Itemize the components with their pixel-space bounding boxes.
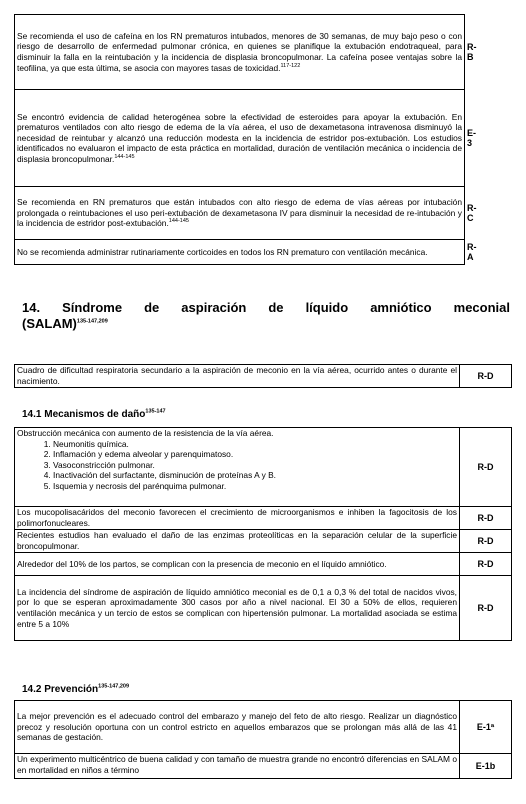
table-row xyxy=(15,428,512,507)
evidence-text: Recientes estudios han evaluado el daño de las enzimas proteolíticas en la separación celular de la superficie broncopulmonar. xyxy=(15,530,460,553)
evidence-level: R-D xyxy=(460,428,512,507)
table-row: No se recomienda administrar rutinariamente corticoides en todos los RN prematuro con ventilación mecánica. R-A xyxy=(15,240,465,265)
evidence-level: E-1b xyxy=(460,754,512,779)
table-row xyxy=(15,553,512,576)
section-heading: 14. Síndrome de aspiración de líquido amniótico meconial xyxy=(22,300,510,315)
evidence-level: R-D xyxy=(460,365,512,388)
table-row xyxy=(15,530,512,553)
evidence-text: Se recomienda en RN prematuros que están intubados con alto riesgo de edema de vías aéreas por intubación prolongada o reintubaciones el uso peri-extubación de dexametasona IV para disminuir la necesidad de re-intubación y la incidencia de estridor post-extubación.$^{144-145}$ xyxy=(15,187,465,240)
evidence-text: La mejor prevención es el adecuado control del embarazo y manejo del feto de alto riesgo. Realizar un diagnóstico precoz y resolución oportuna con un control estricto en aquellos embarazos que se prolongan más allá de las 41 semanas de gestación. xyxy=(15,701,460,754)
evidence-table-extubation xyxy=(14,14,477,265)
subsection-heading: 14.2 Prevención$^{135-147,209}$ xyxy=(22,683,130,695)
evidence-text: No se recomienda administrar rutinariamente corticoides en todos los RN prematuro con ventilación mecánica. xyxy=(15,240,465,265)
list-item: 3. Vasoconstricción pulmonar. xyxy=(53,460,457,471)
prevention-table xyxy=(14,700,512,779)
section-heading-line2: (SALAM)$^{135-147,209}$ xyxy=(22,316,108,331)
evidence-text: Un experimento multicéntrico de buena calidad y con tamaño de muestra grande no encontró diferencias en SALAM o en mortalidad en niños a término xyxy=(15,754,460,779)
table-row: Se recomienda en RN prematuros que están intubados con alto riesgo de edema de vías aéreas por intubación prolongada o reintubaciones el uso peri-extubación de dexametasona IV para disminuir la necesidad de re-intubación y la incidencia de estridor post-extubación.$^{144-145}$ R-C xyxy=(15,187,465,240)
evidence-level: R-D xyxy=(460,530,512,553)
table-row xyxy=(15,507,512,530)
evidence-text: Se recomienda el uso de cafeína en los RN prematuros intubados, menores de 30 semanas, de muy bajo peso o con riesgo de desarrollo de enfermedad pulmonar crónica, en quienes se planifique la extubación endotraqueal, para disminuir la falla en la reintubación y la incidencia de displasia broncopulmonar. La cafeína posee ventajas sobre la teofilina, ya que esta última, se asocia con mayores tasas de toxicidad.$^{117-122}$ xyxy=(15,15,465,90)
table-row: Se encontró evidencia de calidad heterogénea sobre la efectividad de esteroides para apoyar la extubación. En prematuros ventilados con alto riesgo de edema de la vía aérea, el uso de dexametasona intravenosa disminuyó la necesidad de reintubar y alcanzó una reducción modesta en la incidencia de estridor pos-extubación. Los estudios identificados no evaluaron el impacto de esta práctica en mortalidad, duración de ventilación mecánica o incidencia de displasia broncopulmonar.$^{144-145}$ E-3 xyxy=(15,90,465,187)
evidence-text: La incidencia del síndrome de aspiración de líquido amniótico meconial es de 0,1 a 0,3 % del total de nacidos vivos, por lo que se esperan aproximadamente 300 casos por año a nivel nacional. El 30 a 50% de ellos, requieren ventilación mecánica y un tercio de estos se complican con hipertensión pulmonar. La mortalidad asociada se estima entre 5 a 10% xyxy=(15,576,460,641)
mechanisms-list-cell xyxy=(15,428,460,507)
evidence-level: R-D xyxy=(460,553,512,576)
definition-text: Cuadro de dificultad respiratoria secundario a la aspiración de meconio en la vía aérea, ocurrido antes o durante el nacimiento. xyxy=(15,365,460,388)
table-row xyxy=(15,754,512,779)
list-item: 4. Inactivación del surfactante, disminución de proteínas A y B. xyxy=(53,470,457,481)
evidence-text: Se encontró evidencia de calidad heterogénea sobre la efectividad de esteroides para apoyar la extubación. En prematuros ventilados con alto riesgo de edema de la vía aérea, el uso de dexametasona intravenosa disminuyó la necesidad de reintubar y alcanzó una reducción modesta en la incidencia de estridor pos-extubación. Los estudios identificados no evaluaron el impacto de esta práctica en mortalidad, duración de ventilación mecánica o incidencia de displasia broncopulmonar.$^{144-145}$ xyxy=(15,90,465,187)
definition-table xyxy=(14,364,512,388)
table-row xyxy=(15,576,512,641)
table-row: Se recomienda el uso de cafeína en los RN prematuros intubados, menores de 30 semanas, de muy bajo peso o con riesgo de desarrollo de enfermedad pulmonar crónica, en quienes se planifique la extubación endotraqueal, para disminuir la falla en la reintubación y la incidencia de displasia broncopulmonar. La cafeína posee ventajas sobre la teofilina, ya que esta última, se asocia con mayores tasas de toxicidad.$^{117-122}$ R-B xyxy=(15,15,465,90)
mechanisms-intro: Obstrucción mecánica con aumento de la resistencia de la vía aérea. xyxy=(17,428,274,438)
list-item: 5. Isquemia y necrosis del parénquima pulmonar. xyxy=(53,481,457,492)
mechanisms-table xyxy=(14,427,512,641)
evidence-level: R-D xyxy=(460,576,512,641)
evidence-text: Los mucopolisacáridos del meconio favorecen el crecimiento de microorganismos e inhiben la fagocitosis de los polimorfonucleares. xyxy=(15,507,460,530)
list-item: 2. Inflamación y edema alveolar y parenquimatoso. xyxy=(53,449,457,460)
evidence-level: R-D xyxy=(460,507,512,530)
list-item: 1. Neumonitis química. xyxy=(53,439,457,450)
table-row xyxy=(15,365,512,388)
evidence-text: Alrededor del 10% de los partos, se complican con la presencia de meconio en el líquido amniótico. xyxy=(15,553,460,576)
subsection-heading: 14.1 Mecanismos de daño$^{135-147}$ xyxy=(22,408,166,420)
mechanisms-list xyxy=(17,439,457,492)
table-row xyxy=(15,701,512,754)
evidence-level: E-1ª xyxy=(460,701,512,754)
